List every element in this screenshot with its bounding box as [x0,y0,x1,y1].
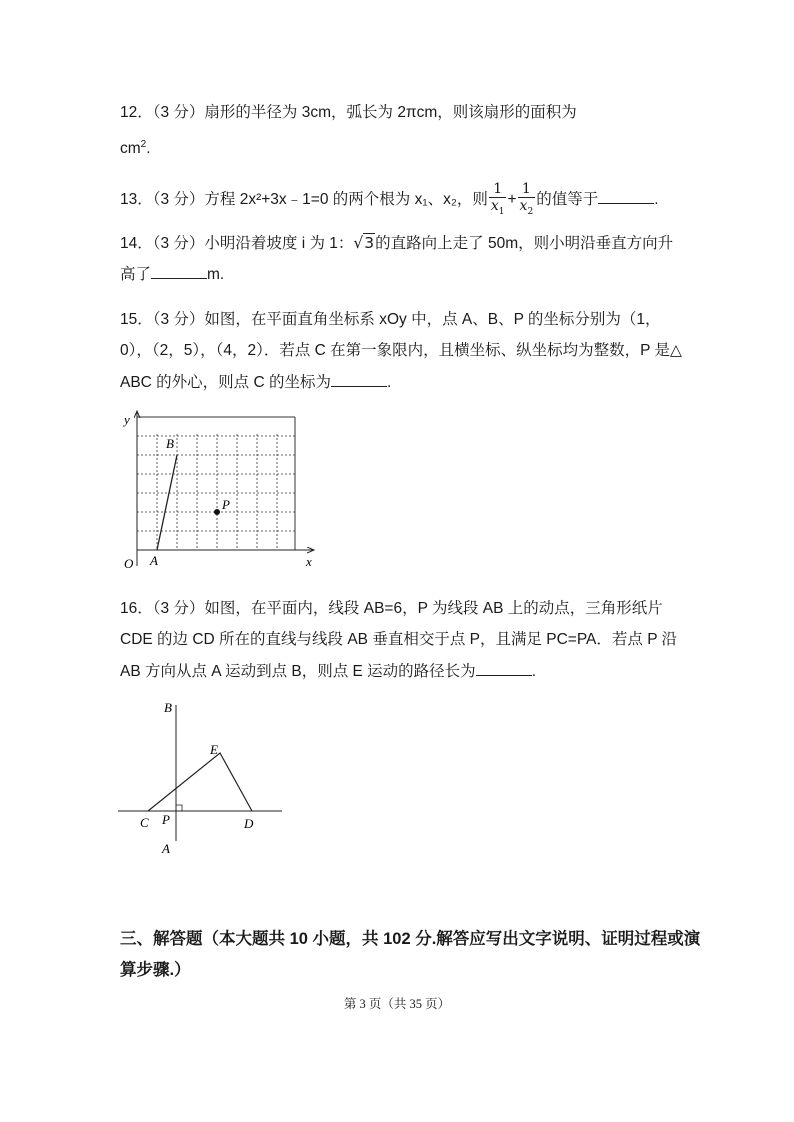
q15-label-b: B [166,436,174,451]
q13-frac2-denominator: x [519,197,528,214]
q14-line2-after: m. [207,266,225,283]
q13-plus: + [507,191,517,208]
q16-geometry-figure [112,695,292,860]
q13-frac1-denominator: x [490,197,499,214]
q16-label-c: C [140,815,149,830]
q16-label-a: A [162,841,170,856]
q14-sqrt-value: 3 [364,234,375,252]
q12-line2 [120,135,151,159]
q15-y-label: y [124,412,130,427]
q13-text-after: 的值等于 [536,191,599,208]
q15-segment-ab [157,455,177,550]
q16-line2: CDE 的边 CD 所在的直线与线段 AB 垂直相交于点 P，且满足 PC=PA．若点 P 沿 [120,631,678,648]
q13-frac1-numerator: 1 [489,181,507,198]
q16-line3-text: AB 方向从点 A 运动到点 B，则点 E 运动的路径长为 [120,663,476,680]
q16-label-b: B [164,700,172,715]
q15-answer-blank [331,372,387,387]
q13-period: . [654,191,659,208]
q13-frac2-subscript: 2 [527,206,534,217]
q16-label-e: E [210,742,218,757]
q14-text-after: 的直路向上走了 50m，则小明沿垂直方向升 [375,235,674,252]
q15-point-p [214,509,220,515]
q12-unit: cm [120,140,141,158]
q15-line2: 0），（2，5），（4，2）．若点 C 在第一象限内，且横坐标、纵坐标均为整数，P 是△ [120,342,682,359]
q14-answer-blank [151,264,207,279]
q16-line3 [120,661,536,682]
q14-text-before: 14．（3 分）小明沿着坡度 i 为 1： [120,235,354,252]
q16-label-p: P [162,812,170,827]
q16-line1: 16．（3 分）如图，在平面内，线段 AB=6，P 为线段 AB 上的动点，三角形纸片 [120,600,663,617]
section3-heading-line2: 算步骤.） [120,961,191,979]
q16-triangle-sides [148,753,252,811]
q14-sqrt [353,233,375,252]
q12-period: . [146,140,151,158]
q12-unit-exponent: 2 [140,139,147,150]
q13-text-before: 13．（3 分）方程 2x²+3x﹣1=0 的两个根为 x₁、x₂，则 [120,191,488,208]
q15-coordinate-figure [118,408,328,576]
q15-line1: 15．（3 分）如图，在平面直角坐标系 xOy 中，点 A、B、P 的坐标分别为（1， [120,311,661,328]
q16-answer-blank [476,661,532,676]
q15-label-a: A [150,553,158,568]
q13-fraction-1 [489,181,507,220]
page-footer: 第 3 页（共 35 页） [343,997,451,1011]
section3-heading-line1: 三、解答题（本大题共 10 小题，共 102 分.解答应写出文字说明、证明过程或演 [120,930,701,948]
q12-line1: 12．（3 分）扇形的半径为 3cm，弧长为 2πcm，则该扇形的面积为 [120,104,577,121]
q13-line [120,180,659,220]
q15-period: . [386,374,392,391]
q13-answer-blank [598,189,654,204]
q15-x-label: x [306,554,312,569]
q13-frac1-subscript: 1 [498,206,505,217]
q15-line3-text: ABC 的外心，则点 C 的坐标为 [120,374,331,391]
q13-frac2-numerator: 1 [518,181,536,198]
q14-line2 [120,264,224,285]
q16-right-angle-mark [176,805,182,811]
q15-label-p: P [222,497,230,512]
q15-line3 [120,372,391,393]
q16-label-d: D [244,816,254,831]
q14-line1 [120,233,673,254]
q16-period: . [531,663,536,680]
q14-sqrt-sign: √ [353,234,364,252]
q15-origin-label: O [124,556,134,571]
q14-line2-before: 高了 [120,266,152,283]
q13-fraction-2 [518,181,536,220]
